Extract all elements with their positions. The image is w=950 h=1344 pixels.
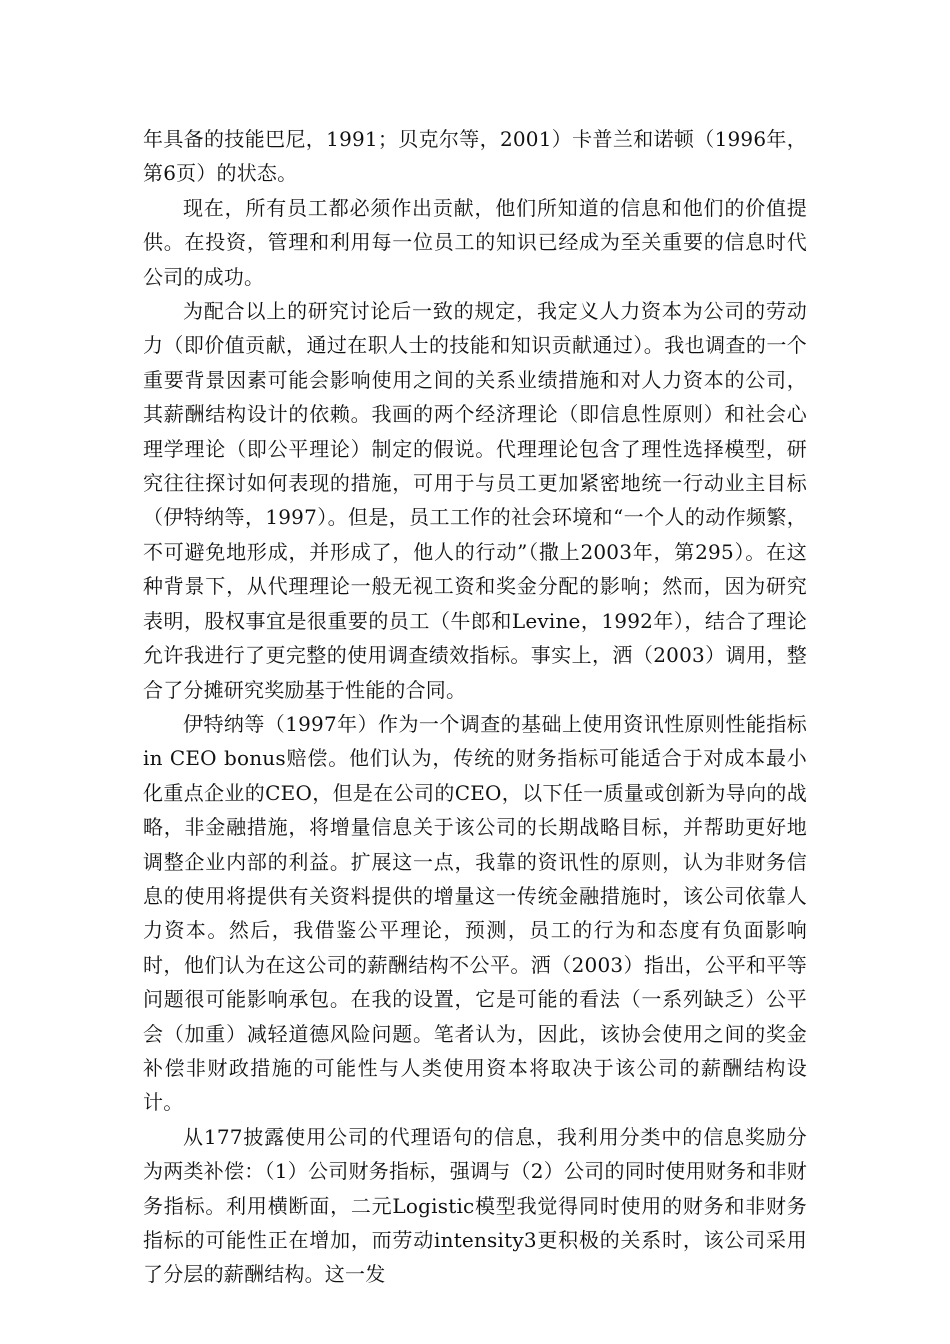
paragraph-human-capital-definition: 为配合以上的研究讨论后一致的规定，我定义人力资本为公司的劳动力（即价值贡献，通过在职人士的技能和知识贡献通过）。我也调查的一个重要背景因素可能会影响使用之间的关系业绩措施和对人力资本的公司，其薪酬结构设计的依赖。我画的两个经济理论（即信息性原则）和社会心理学理论（即公平理论）制定的假说。代理理论包含了理性选择模型，研究往往探讨如何表现的措施，可用于与员工更加紧密地统一行动业主目标（伊特纳等，1997）。但是，员工工作的社会环境和“一个人的动作频繁，不可避免地形成，并形成了，他人的行动”（撒上2003年，第295）。在这种背景下，从代理理论一般无视工资和奖金分配的影响；然而，因为研究表明，股权事宜是很重要的员工（牛郎和Levine，1992年），结合了理论允许我进行了更完整的使用调查绩效指标。事实上，洒（2003）调用，整合了分摊研究奖励基于性能的合同。 bbox=[143, 299, 807, 702]
paragraph-employee-contribution: 现在，所有员工都必须作出贡献，他们所知道的信息和他们的价值提供。在投资，管理和利用每一位员工的知识已经成为至关重要的信息时代公司的成功。 bbox=[143, 195, 807, 289]
paragraph-proxy-statements: 从177披露使用公司的代理语句的信息，我利用分类中的信息奖励分为两类补偿：（1）公司财务指标，强调与（2）公司的同时使用财务和非财务指标。利用横断面，二元Logistic模型我觉得同时使用的财务和非财务指标的可能性正在增加，而劳动intensity3更积极的关系时，该公司采用了分层的薪酬结构。这一发 bbox=[143, 1124, 807, 1287]
document-page bbox=[143, 122, 807, 1292]
paragraph-ittner-study: 伊特纳等（1997年）作为一个调查的基础上使用资讯性原则性能指标in CEO bonus赔偿。他们认为，传统的财务指标可能适合于对成本最小化重点企业的CEO，但是在公司的CEO，以下任一质量或创新为导向的战略，非金融措施，将增量信息关于该公司的长期战略目标，并帮助更好地调整企业内部的利益。扩展这一点，我靠的资讯性的原则，认为非财务信息的使用将提供有关资料提供的增量这一传统金融措施时，该公司依靠人力资本。然后，我借鉴公平理论，预测，员工的行为和态度有负面影响时，他们认为在这公司的薪酬结构不公平。洒（2003）指出，公平和平等问题很可能影响承包。在我的设置，它是可能的看法（一系列缺乏）公平会（加重）减轻道德风险问题。笔者认为，因此，该协会使用之间的奖金补偿非财政措施的可能性与人类使用资本将取决于该公司的薪酬结构设计。 bbox=[143, 711, 807, 1115]
paragraph-continued: 年具备的技能巴尼，1991；贝克尔等，2001）卡普兰和诺顿（1996年，第6页）的状态。 bbox=[143, 127, 807, 186]
